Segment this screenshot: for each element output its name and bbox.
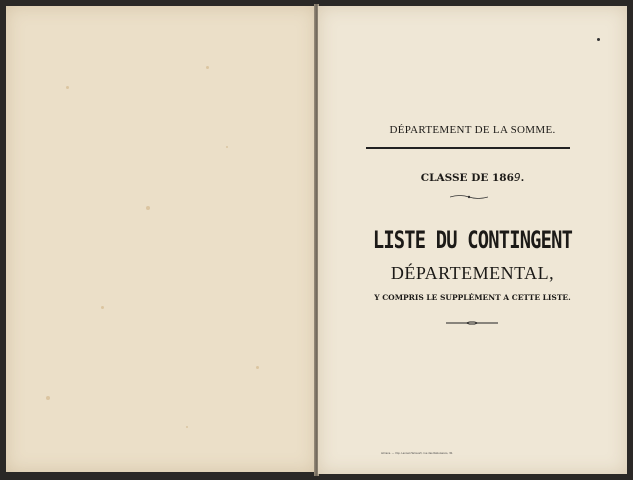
ornament-rule — [446, 320, 498, 326]
ornament-flourish — [450, 194, 488, 200]
document-subtitle: DÉPARTEMENTAL, — [390, 263, 555, 283]
document-title: LISTE DU CONTINGENT — [372, 226, 573, 254]
left-page — [6, 6, 316, 472]
foxing-spot — [226, 146, 228, 148]
foxing-spot — [146, 206, 150, 210]
foxing-spot — [46, 396, 50, 400]
foxing-spot — [256, 366, 259, 369]
header-rule — [366, 147, 570, 149]
page-mark — [597, 38, 600, 41]
foxing-spot — [186, 426, 188, 428]
right-page — [318, 6, 627, 474]
supplement-line: Y COMPRIS LE SUPPLÉMENT A CETTE LISTE. — [374, 293, 571, 302]
foxing-spot — [101, 306, 104, 309]
department-header: DÉPARTEMENT DE LA SOMME. — [389, 124, 556, 136]
classe-label: CLASSE DE 186 — [420, 172, 514, 184]
classe-handwritten-digit: 9 — [513, 172, 521, 184]
foxing-spot — [66, 86, 69, 89]
foxing-spot — [206, 66, 209, 69]
classe-end: . — [520, 172, 525, 184]
classe-line — [318, 172, 627, 184]
printer-imprint: Amiens. — Imp. Lenoel-Herouart, rue des Rabuissons, 30. — [380, 452, 454, 455]
